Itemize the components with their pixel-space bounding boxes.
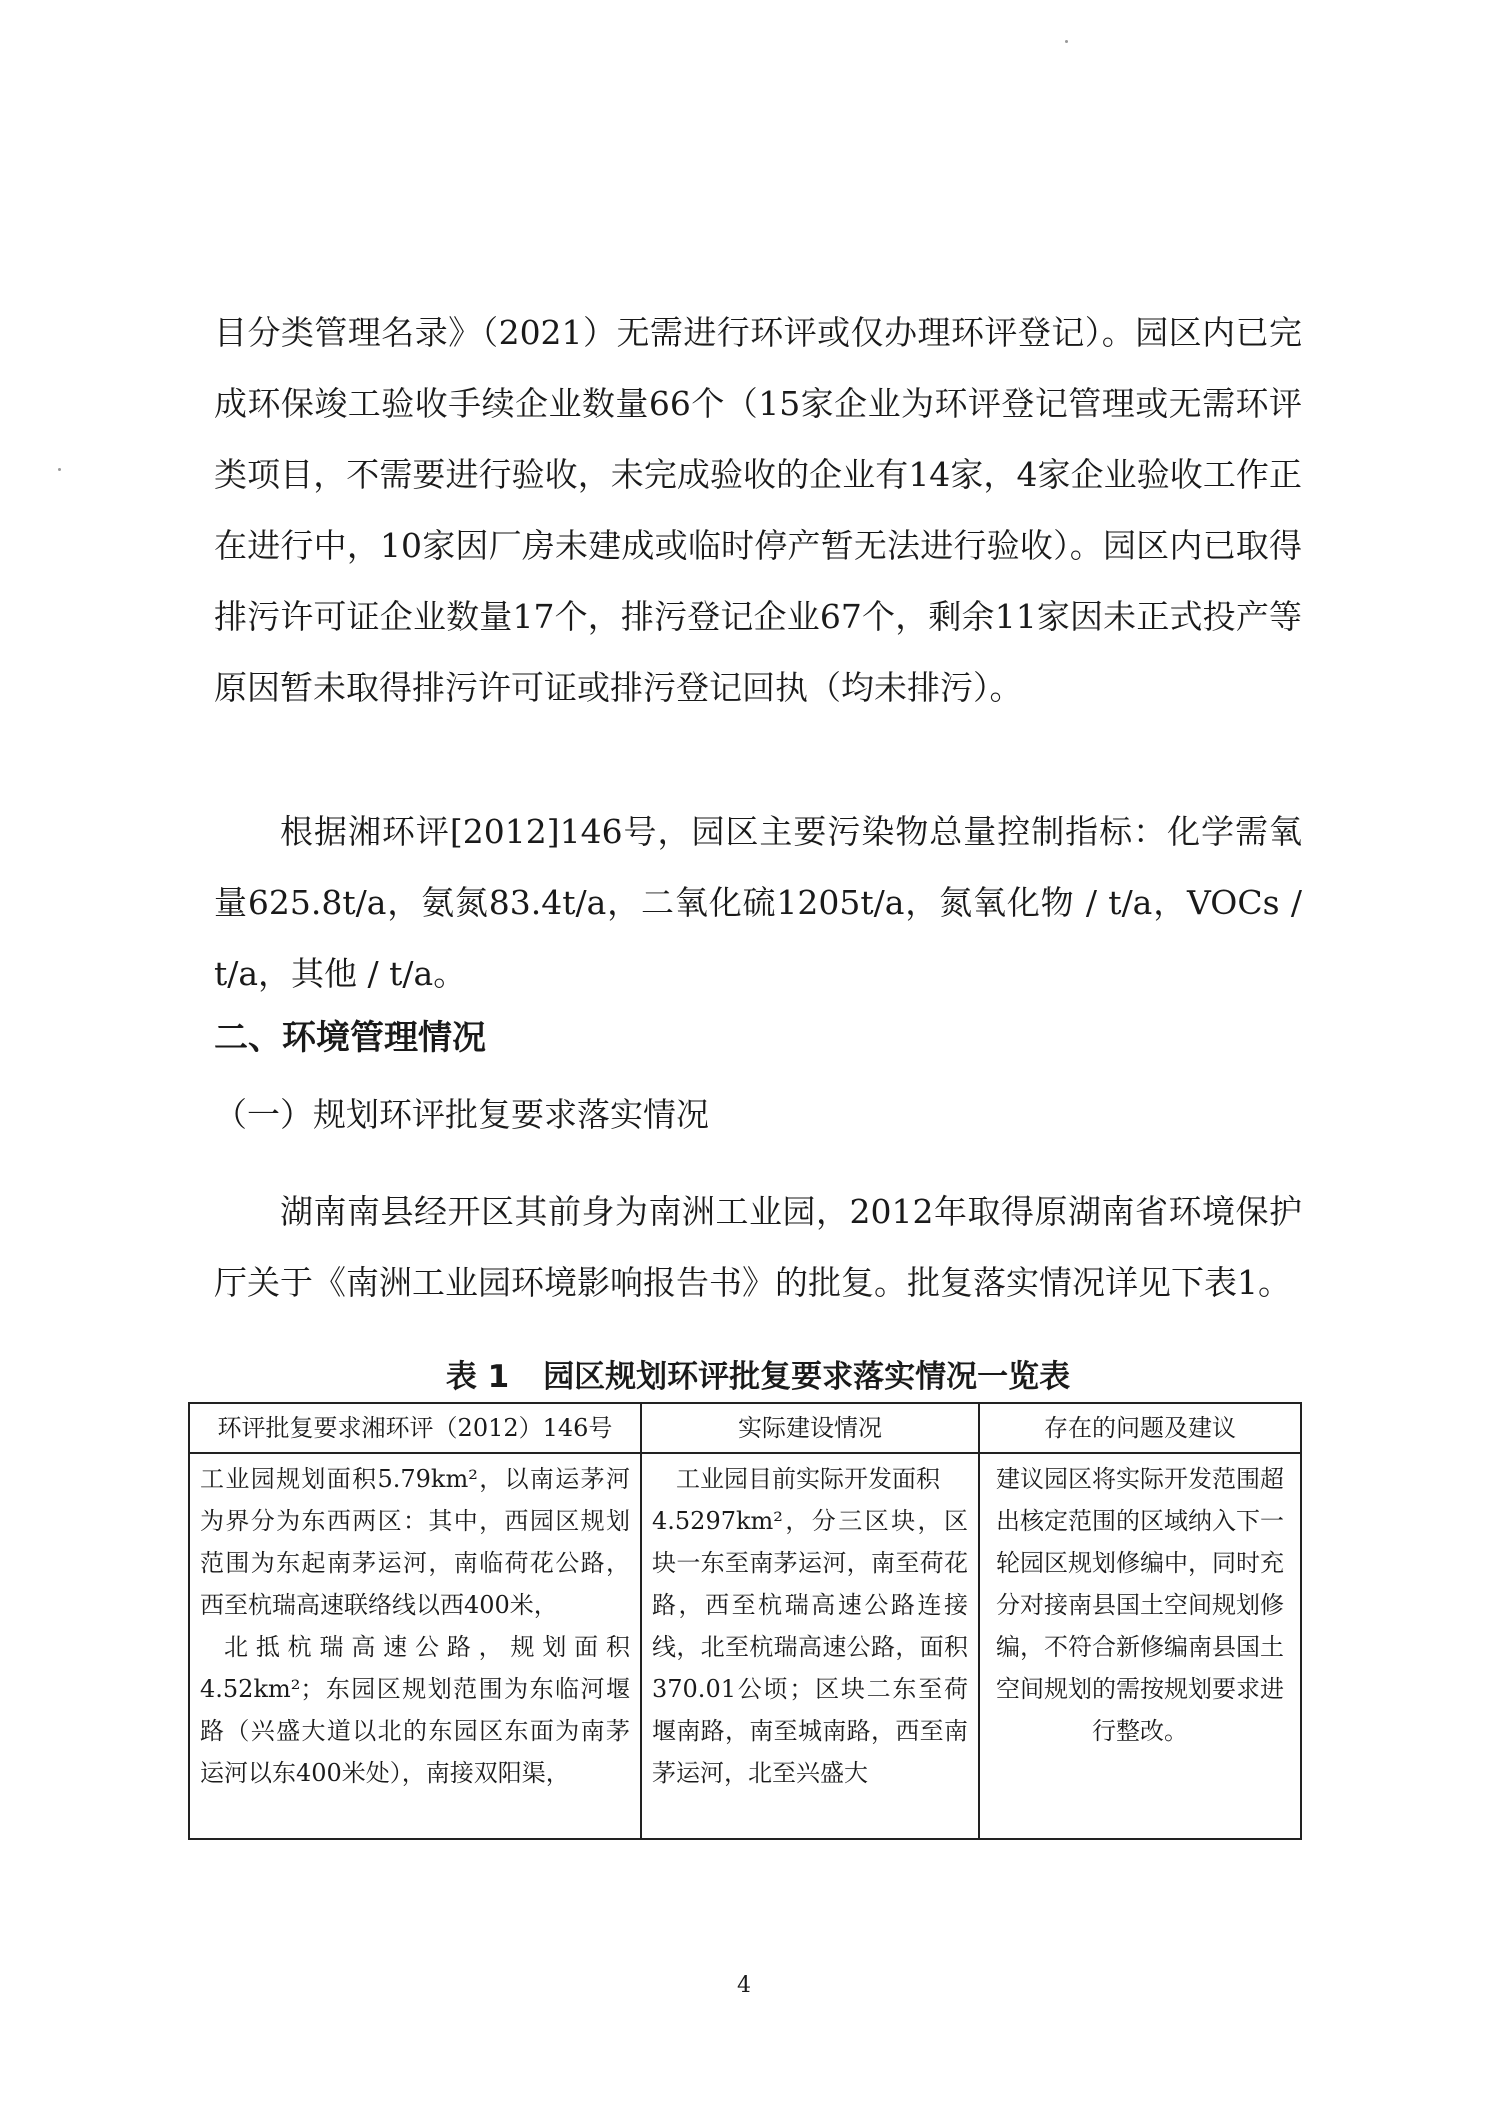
subsection-heading: （一）规划环评批复要求落实情况 xyxy=(214,1095,709,1134)
paragraph-enterprise-status: 目分类管理名录》（2021）无需进行环评或仅办理环评登记）。园区内已完成环保竣工验收手续企业数量66个（15家企业为环评登记管理或无需环评类项目，不需要进行验收，未完成验收的企业有14家，4家企业验收工作正在进行中，10家因厂房未建成或临时停产暂无法进行验收）。园区内已取得排污许可证企业数量17个，排污登记企业67个，剩余11家因未正式投产等原因暂未取得排污许可证或排污登记回执（均未排污）。 xyxy=(214,313,1302,707)
section-heading: 二、环境管理情况 xyxy=(214,1018,486,1058)
table-header-row xyxy=(189,1403,1301,1453)
actual-text-a: 工业园目前实际开发面积 xyxy=(676,1465,940,1493)
cell-requirement xyxy=(189,1453,641,1839)
header-suggestion: 存在的问题及建议 xyxy=(979,1403,1301,1453)
cell-actual xyxy=(641,1453,979,1839)
table-caption-number: 表 1 xyxy=(445,1359,510,1395)
actual-text-b: 4.5297km²，分三区块，区块一东至南茅运河，南至荷花路，西至杭瑞高速公路连接线，北至杭瑞高速公路，面积370.01公顷；区块二东至荷堰南路，南至城南路，西至南茅运河，北至兴盛大 xyxy=(652,1507,968,1787)
page-number: 4 xyxy=(737,1973,751,1998)
scan-speck xyxy=(1065,40,1068,43)
table-caption-title: 园区规划环评批复要求落实情况一览表 xyxy=(543,1359,1071,1395)
paragraph-pollutant-limits: 根据湘环评[2012]146号，园区主要污染物总量控制指标：化学需氧量625.8t/a，氨氮83.4t/a，二氧化硫1205t/a，氮氧化物 / t/a，VOCs / t/a，其他 / t/a。 xyxy=(214,812,1302,993)
cell-suggestion: 建议园区将实际开发范围超出核定范围的区域纳入下一轮园区规划修编中，同时充分对接南县国土空间规划修编，不符合新修编南县国土空间规划的需按规划要求进行整改。 xyxy=(979,1453,1301,1839)
requirement-text-a: 工业园规划面积5.79km²，以南运茅河为界分为东西两区：其中，西园区规划范围为东起南茅运河，南临荷花公路，西至杭瑞高速联络线以西400米， xyxy=(200,1465,630,1619)
header-actual: 实际建设情况 xyxy=(641,1403,979,1453)
requirement-text-b: 北抵杭瑞高速公路，规划面积4.52km²；东园区规划范围为东临河堰路（兴盛大道以北的东园区东面为南茅运河以东400米处），南接双阳渠， xyxy=(200,1633,630,1787)
scan-speck xyxy=(58,468,61,471)
table-caption xyxy=(214,1355,1302,1399)
approval-implementation-table xyxy=(188,1402,1302,1840)
header-requirement: 环评批复要求湘环评（2012）146号 xyxy=(189,1403,641,1453)
table-row xyxy=(189,1453,1301,1839)
paragraph-park-history: 湖南南县经开区其前身为南洲工业园，2012年取得原湖南省环境保护厅关于《南洲工业园环境影响报告书》的批复。批复落实情况详见下表1。 xyxy=(214,1192,1302,1302)
